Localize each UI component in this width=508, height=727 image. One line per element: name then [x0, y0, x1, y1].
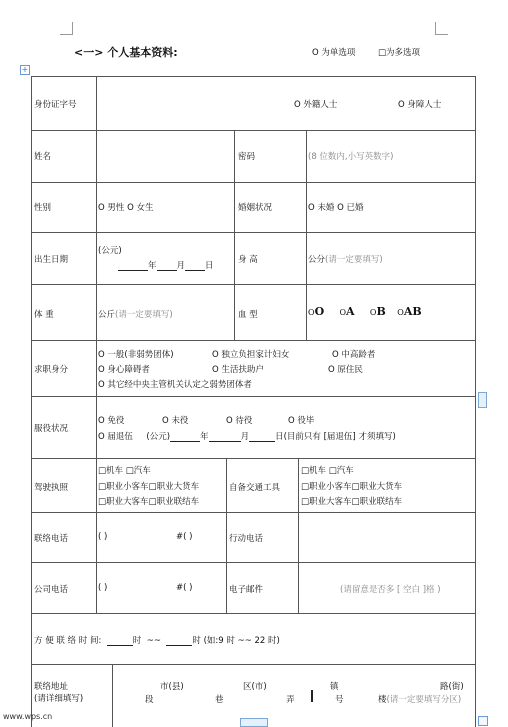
contact-phone-extension[interactable]: #( )	[176, 532, 193, 542]
text-cursor	[311, 690, 313, 702]
email-hint: (请留意是否多 [ 空白 ]格 )	[340, 585, 441, 595]
address-floor[interactable]: 楼(请一定要填写分区)	[378, 695, 462, 705]
driver-license-label: 驾驶执照	[34, 483, 69, 493]
birth-date-label: 出生日期	[34, 255, 69, 265]
right-scroll-handle-icon[interactable]	[478, 392, 487, 408]
weight-label: 体 重	[34, 310, 54, 320]
footer-watermark: www.wps.cn	[3, 712, 53, 721]
address-section[interactable]: 段	[145, 695, 154, 705]
contact-phone-label: 联络电话	[34, 534, 69, 544]
mobile-phone-label: 行动电话	[229, 534, 264, 544]
office-phone-label: 公司电话	[34, 585, 69, 595]
birth-era-label: (公元)	[98, 246, 122, 256]
address-number[interactable]: 号	[335, 695, 344, 705]
own-vehicle-label: 自备交通工具	[229, 483, 281, 493]
foreign-resident-option[interactable]: O 外籍人士	[294, 100, 338, 110]
license-taxi-truck-checkboxes[interactable]: □职业小客车□职业大货车	[98, 482, 200, 492]
military-done-option[interactable]: O 役毕	[288, 416, 315, 426]
table-move-handle-icon[interactable]: +	[21, 65, 29, 74]
resize-handle-icon[interactable]	[478, 716, 488, 726]
vehicle-motorcycle-car-checkboxes[interactable]: □机车 □汽车	[301, 466, 354, 476]
job-status-label: 求职身分	[34, 365, 69, 375]
military-not-served-option[interactable]: O 未役	[162, 416, 189, 426]
single-choice-legend: O 为单选项	[312, 48, 356, 58]
password-label: 密码	[238, 152, 256, 162]
disabled-person-option[interactable]: O 身障人士	[398, 100, 442, 110]
height-label: 身 高	[238, 255, 258, 265]
height-unit: 公分(请一定要填写)	[308, 255, 383, 265]
multi-choice-legend: □为多选项	[378, 48, 421, 58]
gender-options[interactable]: O 男性 O 女生	[98, 203, 154, 213]
job-status-disabled-option[interactable]: O 身心障碍者	[98, 365, 150, 375]
birth-date-fields[interactable]: 年 月 日	[118, 259, 214, 271]
gender-label: 性别	[34, 203, 52, 213]
license-motorcycle-car-checkboxes[interactable]: □机车 □汽车	[98, 466, 151, 476]
job-status-single-mother-option[interactable]: O 独立负担家计妇女	[212, 350, 290, 360]
address-district[interactable]: 区(市)	[243, 682, 267, 692]
address-lane[interactable]: 巷	[215, 695, 224, 705]
name-label: 姓名	[34, 152, 52, 162]
blood-type-options[interactable]: OO OA OB OAB	[308, 305, 422, 318]
office-phone-extension[interactable]: #( )	[176, 583, 193, 593]
vehicle-bus-trailer-checkboxes[interactable]: □职业大客车□职业联结车	[301, 497, 403, 507]
job-status-general-option[interactable]: O 一般(非弱势团体)	[98, 350, 174, 360]
password-hint: (8 位数内,小写英数字)	[308, 152, 394, 162]
military-status-label: 服役状况	[34, 424, 69, 434]
section-title: <一> 个人基本资料:	[74, 46, 178, 59]
address-label-note: (请详细填写)	[34, 694, 84, 704]
address-alley[interactable]: 弄	[286, 695, 295, 705]
blood-type-label: 血 型	[238, 310, 258, 320]
vehicle-taxi-truck-checkboxes[interactable]: □职业小客车□职业大货车	[301, 482, 403, 492]
crop-mark-top-right	[435, 22, 448, 35]
weight-unit: 公斤(请一定要填写)	[98, 310, 173, 320]
email-label: 电子邮件	[229, 585, 264, 595]
marital-status-label: 婚姻状况	[238, 203, 273, 213]
contact-phone-area-code[interactable]: ( )	[98, 532, 108, 542]
office-phone-area-code[interactable]: ( )	[98, 583, 108, 593]
marital-status-options[interactable]: O 未婚 O 已婚	[308, 203, 364, 213]
crop-mark-top-left	[60, 22, 73, 35]
job-status-aboriginal-option[interactable]: O 原住民	[328, 365, 363, 375]
address-road[interactable]: 路(街)	[440, 682, 464, 692]
bottom-scroll-handle-icon[interactable]	[240, 718, 268, 727]
military-exempt-option[interactable]: O 免役	[98, 416, 125, 426]
address-village[interactable]: 镇	[330, 682, 339, 692]
military-waiting-option[interactable]: O 待役	[226, 416, 253, 426]
job-status-other-option[interactable]: O 其它经中央主管机关认定之弱势团体者	[98, 380, 252, 390]
job-status-senior-option[interactable]: O 中高龄者	[332, 350, 376, 360]
license-bus-trailer-checkboxes[interactable]: □职业大客车□职业联结车	[98, 497, 200, 507]
military-retiring-row[interactable]: O 届退伍 (公元) 年 月 日(目前只有 [届退伍] 才须填写)	[98, 432, 396, 442]
contact-time-row[interactable]: 方 便 联 络 时 间: 时 ~~ 时 (如:9 时 ~~ 22 时)	[34, 636, 280, 646]
address-city[interactable]: 市(县)	[160, 682, 184, 692]
id-number-label: 身份证字号	[34, 100, 77, 110]
address-label: 联络地址	[34, 682, 69, 692]
job-status-welfare-option[interactable]: O 生活扶助户	[212, 365, 264, 375]
